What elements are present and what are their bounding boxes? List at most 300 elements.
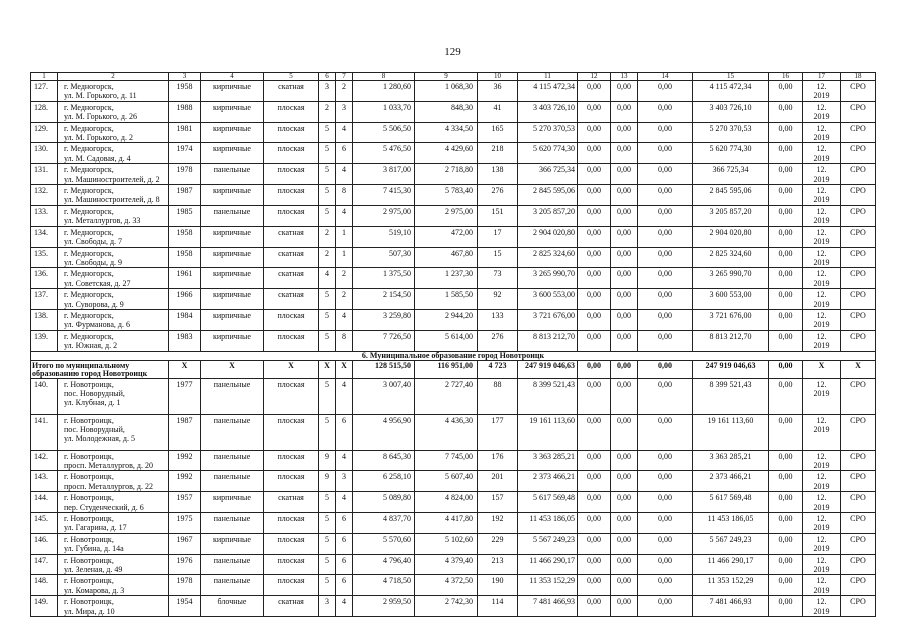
term-cell-line: 2019 xyxy=(813,299,830,309)
address-cell-line: пер. Студенческий, д. 6 xyxy=(64,502,144,512)
table-row xyxy=(31,330,876,351)
col-14-cell: 0,00 xyxy=(638,122,693,143)
term-cell-line: 12. xyxy=(816,269,827,279)
total-col-12: 0,00 xyxy=(578,360,611,378)
col-12-cell: 0,00 xyxy=(578,81,611,102)
col-16-cell: 0,00 xyxy=(769,185,803,206)
address-cell-line: ул. Машиностроителей, д. 8 xyxy=(64,195,160,205)
col-9-cell: 848,30 xyxy=(415,101,478,122)
col-7-cell: 8 xyxy=(336,330,353,351)
col-9-cell: 4 334,50 xyxy=(415,122,478,143)
table-row xyxy=(31,247,876,268)
col-12-cell: 0,00 xyxy=(578,268,611,289)
col-13-cell: 0,00 xyxy=(611,185,638,206)
row-number-cell: 142. xyxy=(31,450,58,471)
col-14-cell: 0,00 xyxy=(638,205,693,226)
row-number-cell: 129. xyxy=(31,122,58,143)
col-13-cell: 0,00 xyxy=(611,81,638,102)
col-8-cell: 5 570,60 xyxy=(353,533,415,554)
col-14-cell: 0,00 xyxy=(638,268,693,289)
roof-cell: скатная xyxy=(264,81,319,102)
col-6-cell: 5 xyxy=(319,492,336,513)
col-9-cell: 2 975,00 xyxy=(415,205,478,226)
col-18-cell: СРО xyxy=(841,205,876,226)
address-cell-line: ул. Фурманова, д. 6 xyxy=(64,320,130,330)
term-cell-line: 12. xyxy=(816,597,827,607)
term-cell-line: 2019 xyxy=(813,216,830,226)
term-cell xyxy=(803,205,841,226)
term-cell-line: 2019 xyxy=(813,523,830,533)
col-14-cell: 0,00 xyxy=(638,164,693,185)
term-cell-line: 12. xyxy=(816,290,827,300)
col-12-cell: 0,00 xyxy=(578,471,611,492)
col-11-cell: 2 904 020,80 xyxy=(518,226,578,247)
year-cell: 1967 xyxy=(169,533,201,554)
col-15-cell: 2 825 324,60 xyxy=(693,247,769,268)
col-15-cell: 11 353 152,29 xyxy=(693,575,769,596)
address-cell-line: ул. М. Горького, д. 2 xyxy=(64,133,133,143)
total-label-line: Итого по муниципальному xyxy=(32,360,130,370)
term-cell xyxy=(803,185,841,206)
col-7-cell: 4 xyxy=(336,309,353,330)
term-cell xyxy=(803,575,841,596)
row-number-cell: 130. xyxy=(31,143,58,164)
col-6-cell: 5 xyxy=(319,205,336,226)
year-cell: 1981 xyxy=(169,122,201,143)
col-18-cell: СРО xyxy=(841,513,876,534)
col-16-cell: 0,00 xyxy=(769,289,803,310)
col-15-cell: 11 453 186,05 xyxy=(693,513,769,534)
col-13-cell: 0,00 xyxy=(611,309,638,330)
col-10-cell: 276 xyxy=(478,185,518,206)
col-7-cell: 6 xyxy=(336,143,353,164)
col-10-cell: 73 xyxy=(478,268,518,289)
col-13-cell: 0,00 xyxy=(611,143,638,164)
table-row xyxy=(31,554,876,575)
col-15-cell: 5 270 370,53 xyxy=(693,122,769,143)
col-18-cell: СРО xyxy=(841,450,876,471)
col-9-cell: 4 379,40 xyxy=(415,554,478,575)
col-9-cell: 2 718,80 xyxy=(415,164,478,185)
col-10-cell: 17 xyxy=(478,226,518,247)
term-cell-line: 12. xyxy=(816,310,827,320)
col-11-cell: 8 399 521,43 xyxy=(518,378,578,414)
col-10-cell: 192 xyxy=(478,513,518,534)
address-cell-line: ул. Свободы, д. 9 xyxy=(64,257,123,267)
roof-cell: плоская xyxy=(264,575,319,596)
term-cell-line: 2019 xyxy=(813,320,830,330)
term-cell-line: 2019 xyxy=(813,257,830,267)
col-13-cell: 0,00 xyxy=(611,122,638,143)
col-8-cell: 3 259,80 xyxy=(353,309,415,330)
table-row xyxy=(31,81,876,102)
col-10-cell: 229 xyxy=(478,533,518,554)
column-number: 1 xyxy=(31,73,58,81)
address-cell xyxy=(58,309,169,330)
row-number-cell: 134. xyxy=(31,226,58,247)
col-10-cell: 41 xyxy=(478,101,518,122)
term-cell xyxy=(803,81,841,102)
term-cell xyxy=(803,122,841,143)
col-18-cell: СРО xyxy=(841,226,876,247)
col-13-cell: 0,00 xyxy=(611,330,638,351)
term-cell-line: 2019 xyxy=(813,388,830,398)
term-cell xyxy=(803,268,841,289)
total-col-17: X xyxy=(803,360,841,378)
col-9-cell: 4 417,80 xyxy=(415,513,478,534)
col-16-cell: 0,00 xyxy=(769,81,803,102)
address-cell-line: ул. Свободы, д. 7 xyxy=(64,237,123,247)
address-cell xyxy=(58,289,169,310)
col-7-cell: 1 xyxy=(336,226,353,247)
row-number-cell: 140. xyxy=(31,378,58,414)
address-cell xyxy=(58,101,169,122)
total-col-9: 116 951,00 xyxy=(415,360,478,378)
col-16-cell: 0,00 xyxy=(769,101,803,122)
col-15-cell: 2 904 020,80 xyxy=(693,226,769,247)
address-cell xyxy=(58,205,169,226)
col-6-cell: 5 xyxy=(319,575,336,596)
address-cell-line: ул. Молодежная, д. 5 xyxy=(64,434,135,444)
address-cell-line: ул. Машиностроителей, д. 2 xyxy=(64,174,160,184)
col-6-cell: 5 xyxy=(319,289,336,310)
col-6-cell: 5 xyxy=(319,309,336,330)
year-cell: 1977 xyxy=(169,378,201,414)
table-row xyxy=(31,533,876,554)
col-9-cell: 1 585,50 xyxy=(415,289,478,310)
term-cell-line: 12. xyxy=(816,379,827,389)
material-cell: панельные xyxy=(201,414,264,450)
col-7-cell: 6 xyxy=(336,513,353,534)
term-cell-line: 2019 xyxy=(813,481,830,491)
year-cell: 1978 xyxy=(169,575,201,596)
col-16-cell: 0,00 xyxy=(769,450,803,471)
address-cell-line: г. Медногорск, xyxy=(64,186,114,196)
col-9-cell: 4 824,00 xyxy=(415,492,478,513)
col-8-cell: 2 154,50 xyxy=(353,289,415,310)
row-number-cell: 138. xyxy=(31,309,58,330)
material-cell: блочные xyxy=(201,596,264,617)
row-number-cell: 127. xyxy=(31,81,58,102)
material-cell: кирпичные xyxy=(201,268,264,289)
address-cell-line: г. Новотроицк, xyxy=(64,451,114,461)
col-15-cell: 4 115 472,34 xyxy=(693,81,769,102)
col-13-cell: 0,00 xyxy=(611,247,638,268)
address-cell-line: г. Новотроицк, xyxy=(64,534,114,544)
roof-cell: плоская xyxy=(264,164,319,185)
row-number-cell: 135. xyxy=(31,247,58,268)
total-col-14: 0,00 xyxy=(638,360,693,378)
col-7-cell: 2 xyxy=(336,81,353,102)
term-cell-line: 2019 xyxy=(813,606,830,616)
col-6-cell: 5 xyxy=(319,164,336,185)
roof-cell: скатная xyxy=(264,268,319,289)
col-8-cell: 7 726,50 xyxy=(353,330,415,351)
col-16-cell: 0,00 xyxy=(769,205,803,226)
column-number: 14 xyxy=(638,73,693,81)
col-15-cell: 7 481 466,93 xyxy=(693,596,769,617)
address-cell xyxy=(58,554,169,575)
table-row xyxy=(31,414,876,450)
term-cell-line: 2019 xyxy=(813,502,830,512)
col-15-cell: 8 399 521,43 xyxy=(693,378,769,414)
col-9-cell: 5 614,00 xyxy=(415,330,478,351)
column-number-row xyxy=(31,73,876,81)
col-10-cell: 218 xyxy=(478,143,518,164)
col-13-cell: 0,00 xyxy=(611,414,638,450)
year-cell: 1974 xyxy=(169,143,201,164)
col-18-cell: СРО xyxy=(841,101,876,122)
col-9-cell: 4 429,60 xyxy=(415,143,478,164)
col-8-cell: 1 375,50 xyxy=(353,268,415,289)
col-11-cell: 8 813 212,70 xyxy=(518,330,578,351)
page-number: 129 xyxy=(444,46,461,58)
col-6-cell: 2 xyxy=(319,226,336,247)
col-14-cell: 0,00 xyxy=(638,414,693,450)
col-13-cell: 0,00 xyxy=(611,492,638,513)
col-14-cell: 0,00 xyxy=(638,554,693,575)
year-cell: 1976 xyxy=(169,554,201,575)
term-cell-line: 2019 xyxy=(813,153,830,163)
address-cell-line: ул. Советская, д. 27 xyxy=(64,278,131,288)
col-11-cell: 366 725,34 xyxy=(518,164,578,185)
col-10-cell: 157 xyxy=(478,492,518,513)
address-cell-line: г. Медногорск, xyxy=(64,102,114,112)
col-12-cell: 0,00 xyxy=(578,185,611,206)
term-cell xyxy=(803,289,841,310)
col-15-cell: 3 265 990,70 xyxy=(693,268,769,289)
col-18-cell: СРО xyxy=(841,378,876,414)
address-cell-line: ул. М. Садовая, д. 4 xyxy=(64,153,131,163)
col-6-cell: 9 xyxy=(319,450,336,471)
term-cell-line: 12. xyxy=(816,248,827,258)
col-9-cell: 5 102,60 xyxy=(415,533,478,554)
housing-table xyxy=(30,72,876,617)
col-10-cell: 201 xyxy=(478,471,518,492)
col-14-cell: 0,00 xyxy=(638,533,693,554)
roof-cell: плоская xyxy=(264,205,319,226)
address-cell-line: пос. Новорудный, xyxy=(64,424,125,434)
col-7-cell: 3 xyxy=(336,101,353,122)
material-cell: панельные xyxy=(201,164,264,185)
col-14-cell: 0,00 xyxy=(638,575,693,596)
term-cell-line: 12. xyxy=(816,186,827,196)
row-number-cell: 148. xyxy=(31,575,58,596)
term-cell-line: 2019 xyxy=(813,565,830,575)
col-18-cell: СРО xyxy=(841,414,876,450)
col-8-cell: 5 476,50 xyxy=(353,143,415,164)
material-cell: панельные xyxy=(201,554,264,575)
roof-cell: плоская xyxy=(264,330,319,351)
col-11-cell: 3 403 726,10 xyxy=(518,101,578,122)
row-number-cell: 149. xyxy=(31,596,58,617)
year-cell: 1985 xyxy=(169,205,201,226)
total-col-4: X xyxy=(201,360,264,378)
col-6-cell: 4 xyxy=(319,268,336,289)
table-row xyxy=(31,205,876,226)
col-13-cell: 0,00 xyxy=(611,575,638,596)
term-cell-line: 2019 xyxy=(813,174,830,184)
term-cell-line: 2019 xyxy=(813,585,830,595)
col-12-cell: 0,00 xyxy=(578,575,611,596)
col-16-cell: 0,00 xyxy=(769,533,803,554)
col-15-cell: 3 205 857,20 xyxy=(693,205,769,226)
year-cell: 1958 xyxy=(169,81,201,102)
total-label-cell xyxy=(31,360,169,378)
address-cell-line: ул. Мира, д. 10 xyxy=(64,606,115,616)
col-6-cell: 5 xyxy=(319,513,336,534)
term-cell xyxy=(803,226,841,247)
table-row xyxy=(31,164,876,185)
col-7-cell: 4 xyxy=(336,164,353,185)
col-16-cell: 0,00 xyxy=(769,122,803,143)
material-cell: кирпичные xyxy=(201,185,264,206)
address-cell xyxy=(58,596,169,617)
term-cell-line: 12. xyxy=(816,472,827,482)
table-row xyxy=(31,471,876,492)
col-10-cell: 151 xyxy=(478,205,518,226)
year-cell: 1983 xyxy=(169,330,201,351)
year-cell: 1957 xyxy=(169,492,201,513)
col-16-cell: 0,00 xyxy=(769,414,803,450)
col-7-cell: 4 xyxy=(336,596,353,617)
col-8-cell: 4 837,70 xyxy=(353,513,415,534)
roof-cell: плоская xyxy=(264,513,319,534)
col-8-cell: 2 975,00 xyxy=(353,205,415,226)
year-cell: 1954 xyxy=(169,596,201,617)
term-cell-line: 2019 xyxy=(813,544,830,554)
col-16-cell: 0,00 xyxy=(769,471,803,492)
col-9-cell: 2 944,20 xyxy=(415,309,478,330)
term-cell-line: 12. xyxy=(816,555,827,565)
total-col-10: 4 723 xyxy=(478,360,518,378)
col-8-cell: 8 645,30 xyxy=(353,450,415,471)
address-cell xyxy=(58,575,169,596)
col-15-cell: 3 721 676,00 xyxy=(693,309,769,330)
col-13-cell: 0,00 xyxy=(611,268,638,289)
address-cell xyxy=(58,247,169,268)
address-cell xyxy=(58,81,169,102)
address-cell-line: ул. М. Горького, д. 26 xyxy=(64,112,137,122)
column-number: 13 xyxy=(611,73,638,81)
col-18-cell: СРО xyxy=(841,81,876,102)
col-16-cell: 0,00 xyxy=(769,226,803,247)
address-cell xyxy=(58,513,169,534)
address-cell-line: г. Медногорск, xyxy=(64,165,114,175)
col-6-cell: 5 xyxy=(319,185,336,206)
col-14-cell: 0,00 xyxy=(638,309,693,330)
material-cell: панельные xyxy=(201,450,264,471)
roof-cell: плоская xyxy=(264,414,319,450)
address-cell-line: г. Медногорск, xyxy=(64,123,114,133)
col-6-cell: 5 xyxy=(319,414,336,450)
term-cell-line: 12. xyxy=(816,206,827,216)
col-7-cell: 2 xyxy=(336,268,353,289)
table-row xyxy=(31,596,876,617)
col-7-cell: 8 xyxy=(336,185,353,206)
col-18-cell: СРО xyxy=(841,289,876,310)
col-9-cell: 1 237,30 xyxy=(415,268,478,289)
address-cell-line: г. Медногорск, xyxy=(64,144,114,154)
address-cell xyxy=(58,492,169,513)
term-cell xyxy=(803,596,841,617)
col-9-cell: 472,00 xyxy=(415,226,478,247)
col-9-cell: 467,80 xyxy=(415,247,478,268)
col-10-cell: 276 xyxy=(478,330,518,351)
address-cell xyxy=(58,533,169,554)
col-6-cell: 5 xyxy=(319,533,336,554)
column-number: 5 xyxy=(264,73,319,81)
col-14-cell: 0,00 xyxy=(638,143,693,164)
term-cell xyxy=(803,143,841,164)
col-11-cell: 2 373 466,21 xyxy=(518,471,578,492)
col-12-cell: 0,00 xyxy=(578,378,611,414)
term-cell-line: 2019 xyxy=(813,237,830,247)
col-10-cell: 92 xyxy=(478,289,518,310)
row-number-cell: 137. xyxy=(31,289,58,310)
col-10-cell: 213 xyxy=(478,554,518,575)
col-18-cell: СРО xyxy=(841,471,876,492)
col-15-cell: 5 567 249,23 xyxy=(693,533,769,554)
total-col-11: 247 919 046,63 xyxy=(518,360,578,378)
year-cell: 1987 xyxy=(169,414,201,450)
col-7-cell: 4 xyxy=(336,378,353,414)
total-col-16: 0,00 xyxy=(769,360,803,378)
col-8-cell: 3 817,00 xyxy=(353,164,415,185)
col-16-cell: 0,00 xyxy=(769,309,803,330)
roof-cell: скатная xyxy=(264,492,319,513)
col-13-cell: 0,00 xyxy=(611,596,638,617)
material-cell: кирпичные xyxy=(201,226,264,247)
address-cell xyxy=(58,164,169,185)
address-cell-line: г. Новотроицк, xyxy=(64,576,114,586)
col-7-cell: 6 xyxy=(336,575,353,596)
col-15-cell: 11 466 290,17 xyxy=(693,554,769,575)
address-cell-line: г. Медногорск, xyxy=(64,290,114,300)
material-cell: кирпичные xyxy=(201,81,264,102)
col-11-cell: 11 353 152,29 xyxy=(518,575,578,596)
col-10-cell: 88 xyxy=(478,378,518,414)
col-12-cell: 0,00 xyxy=(578,330,611,351)
address-cell-line: г. Медногорск, xyxy=(64,269,114,279)
section-row xyxy=(31,351,876,360)
address-cell-line: пос. Новорудный, xyxy=(64,388,125,398)
term-cell xyxy=(803,533,841,554)
row-number-cell: 136. xyxy=(31,268,58,289)
term-cell-line: 2019 xyxy=(813,112,830,122)
col-8-cell: 1 033,70 xyxy=(353,101,415,122)
address-cell-line: ул. Гагарина, д. 17 xyxy=(64,523,127,533)
term-cell-line: 12. xyxy=(816,331,827,341)
column-number: 10 xyxy=(478,73,518,81)
col-11-cell: 2 825 324,60 xyxy=(518,247,578,268)
section-body xyxy=(31,351,876,378)
address-cell-line: ул. Металлургов, д. 33 xyxy=(64,216,141,226)
col-11-cell: 11 453 186,05 xyxy=(518,513,578,534)
row-number-cell: 147. xyxy=(31,554,58,575)
address-cell xyxy=(58,143,169,164)
material-cell: кирпичные xyxy=(201,101,264,122)
total-label-line: образованию город Новотроицк xyxy=(32,368,148,378)
col-7-cell: 6 xyxy=(336,554,353,575)
col-14-cell: 0,00 xyxy=(638,247,693,268)
col-12-cell: 0,00 xyxy=(578,596,611,617)
col-9-cell: 1 068,30 xyxy=(415,81,478,102)
row-number-cell: 133. xyxy=(31,205,58,226)
col-9-cell: 4 436,30 xyxy=(415,414,478,450)
roof-cell: скатная xyxy=(264,596,319,617)
col-16-cell: 0,00 xyxy=(769,268,803,289)
